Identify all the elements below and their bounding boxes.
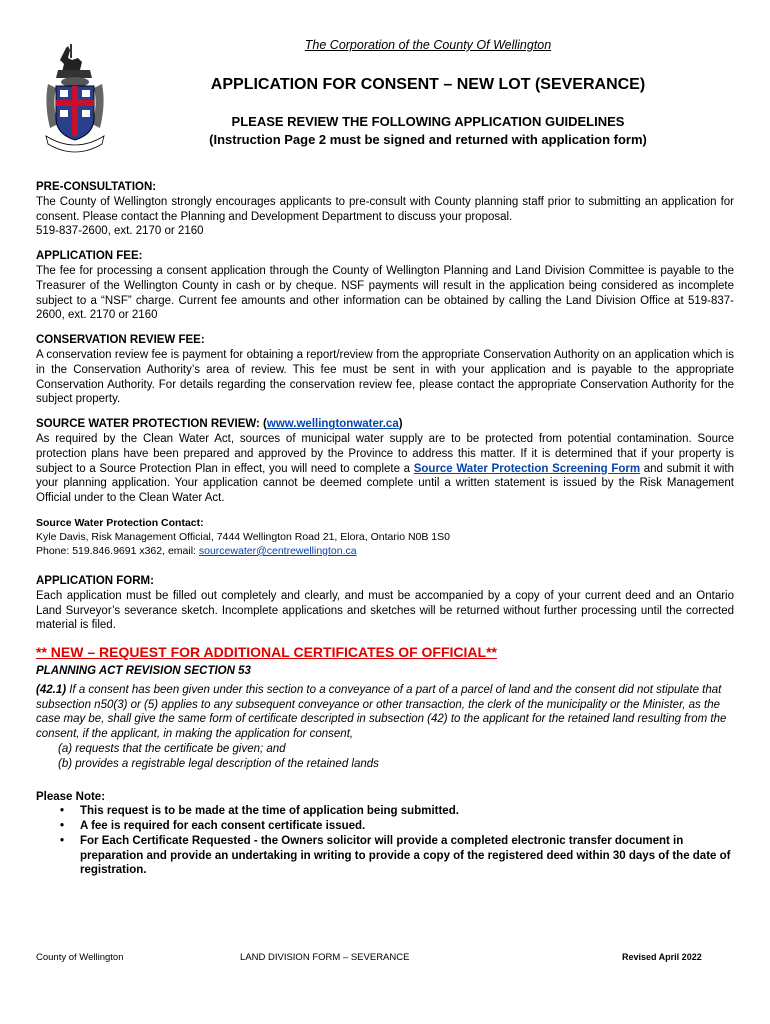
wellington-water-link[interactable]: www.wellingtonwater.ca [266, 418, 399, 431]
section-application-form [36, 574, 734, 633]
source-water-text-b: and submit it with your planning application. Your application cannot be deemed complete until a written statement is issued by the Risk Management Official under to the Clean Water Act. [36, 462, 734, 505]
instruction-subtitle: (Instruction Page 2 must be signed and returned with application form) [209, 132, 647, 147]
section-please-note [36, 790, 734, 879]
section-text: A conservation review fee is payment for obtaining a report/review from the appropriate Conservation Authority on an application which is in the Conservation Authority’s area of review. This fee must be sent in with your application and is payable to the appropriate Conservation Authority. For details regarding the conservation review fee, please contact the appropriate Conservation Authority for the subject property. [36, 348, 734, 406]
source-water-heading: SOURCE WATER PROTECTION REVIEW: [36, 418, 260, 431]
list-item: (b) provides a registrable legal description of the retained lands [58, 757, 379, 770]
section-heading: APPLICATION FEE: [36, 250, 143, 263]
section-text: Each application must be filled out completely and clearly, and must be accompanied by a copy of your current deed and an Ontario Land Surveyor’s severance sketch. Incomplete applications and sketches will be returned without further processing until the corrected material is filed. [36, 589, 734, 632]
paren-open: ( [259, 418, 267, 431]
contact-phone-line [36, 544, 734, 558]
note-heading: Please Note: [36, 790, 106, 803]
footer-revised-date: Revised April 2022 [622, 952, 702, 962]
contact-heading: Source Water Protection Contact: [36, 516, 204, 529]
act-heading: PLANNING ACT REVISION SECTION 53 [36, 664, 251, 677]
clause-items [36, 742, 734, 772]
section-heading: APPLICATION FORM: [36, 574, 154, 587]
guidelines-subtitle: PLEASE REVIEW THE FOLLOWING APPLICATION GUIDELINES [231, 114, 625, 129]
document-body [36, 180, 734, 878]
section-heading: CONSERVATION REVIEW FEE: [36, 334, 205, 347]
list-item: • This request is to be made at the time of application being submitted. [36, 804, 734, 819]
note-bullets [36, 804, 734, 878]
clause-number: (42.1) [36, 683, 67, 696]
contact-email-link[interactable]: sourcewater@centrewellington.ca [198, 544, 357, 557]
list-item: • A fee is required for each consent certificate issued. [36, 819, 734, 834]
contact-phone: Phone: 519.846.9691 x362, email: [36, 544, 199, 557]
section-conservation-fee [36, 333, 734, 407]
section-text: The fee for processing a consent application through the County of Wellington Planning and Land Division Committee is payable to the Treasurer of the Wellington County in cash or by cheque. NSF payments will result in the application being considered as incomplete subject to a “NSF” charge. Current fee amounts and other information can be obtained by calling the Land Division Office at 519-837-2600, ext. 2170 or 2160 [36, 264, 734, 322]
corporation-header: The Corporation of the County Of Wellington [304, 38, 552, 52]
section-heading [36, 417, 734, 432]
footer-form-name: LAND DIVISION FORM – SEVERANCE [240, 952, 410, 963]
section-application-fee [36, 249, 734, 323]
section-text: The County of Wellington strongly encourages applicants to pre-consult with County planning staff prior to submitting an application for consent. Please contact the Planning and Development Department to discuss your proposal. [36, 195, 734, 223]
phone-number: 519-837-2600, ext. 2170 or 2160 [36, 225, 204, 238]
source-water-contact [36, 516, 734, 558]
contact-line: Kyle Davis, Risk Management Official, 7444 Wellington Road 21, Elora, Ontario N0B 1S0 [36, 530, 450, 543]
section-source-water [36, 417, 734, 558]
source-water-text-a: As required by the Clean Water Act, sources of municipal water supply are to be protected from potential contamination. Source protection plans have been prepared and approved by the Province to address this matter. If it is determined that if your property is subject to a Source Protection Plan in effect, you will need to complete a [36, 432, 734, 475]
footer-county: County of Wellington [36, 952, 124, 963]
list-item: • For Each Certificate Requested - the Owners solicitor will provide a completed electronic transfer document in preparation and provide an undertaking in writing to provide a copy of the registered deed within 30 days of the date of registration. [36, 834, 734, 878]
section-heading: PRE-CONSULTATION: [36, 181, 157, 193]
clause-body: If a consent has been given under this section to a conveyance of a part of a parcel of land and the consent did not stipulate that subsection n50(3) or (5) applies to any subsequent conveyance or other transaction, the clerk of the municipality or the Minister, as the case may be, shall give the same form of certificate descripted in subsection (42) to the applicant for the retained land resulting from the consent, if the applicant, in making the application for consent, [36, 683, 727, 741]
section-new-request [36, 645, 734, 771]
clause-text [36, 683, 734, 742]
section-preconsultation [36, 180, 734, 239]
screening-form-link[interactable]: Source Water Protection Screening Form [413, 462, 641, 475]
new-request-heading: ** NEW – REQUEST FOR ADDITIONAL CERTIFICATES OF OFFICIAL** [36, 644, 497, 661]
section-text [36, 432, 734, 506]
list-item: (a) requests that the certificate be given; and [58, 742, 286, 755]
page-title: APPLICATION FOR CONSENT – NEW LOT (SEVERANCE) [210, 76, 646, 93]
paren-close: ) [398, 418, 403, 431]
